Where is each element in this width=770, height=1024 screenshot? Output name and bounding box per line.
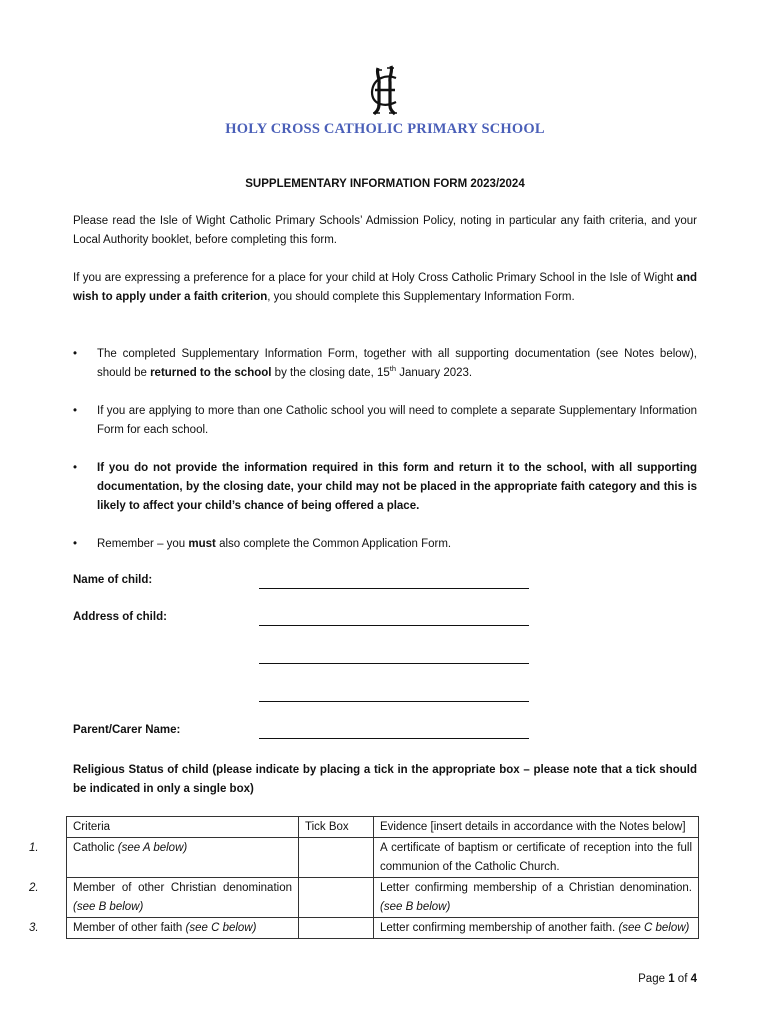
bullet-1-sup: th bbox=[389, 364, 397, 374]
criteria-text: Member of other faith bbox=[73, 922, 186, 934]
header-tick-box: Tick Box bbox=[299, 817, 374, 838]
evidence-cell bbox=[374, 878, 699, 918]
bullet-1-text-d: January 2023. bbox=[396, 367, 473, 379]
bullet-item-3 bbox=[73, 459, 697, 516]
criteria-note: (see B below) bbox=[73, 901, 144, 913]
bullet-dot: • bbox=[73, 538, 78, 550]
name-of-child-label: Name of child: bbox=[73, 574, 153, 586]
intro-paragraph-1: Please read the Isle of Wight Catholic Primary Schools’ Admission Policy, noting in particular any faith criteria, and your Local Authority booklet, before completing this form. bbox=[73, 215, 697, 246]
page-current: 1 bbox=[668, 973, 675, 985]
header-criteria: Criteria bbox=[67, 817, 299, 838]
form-title: SUPPLEMENTARY INFORMATION FORM 2023/2024 bbox=[245, 178, 525, 190]
evidence-cell bbox=[374, 838, 699, 878]
tick-box[interactable] bbox=[299, 918, 374, 939]
hc-monogram-icon bbox=[366, 64, 404, 116]
table-header-row bbox=[67, 817, 699, 838]
table-row bbox=[67, 878, 699, 918]
evidence-text: A certificate of baptism or certificate of reception into the full communion of the Catholic Church. bbox=[380, 842, 692, 873]
table-row bbox=[67, 838, 699, 878]
bullet-dot: • bbox=[73, 348, 78, 360]
tick-box[interactable] bbox=[299, 838, 374, 878]
school-name: HOLY CROSS CATHOLIC PRIMARY SCHOOL bbox=[225, 121, 545, 137]
criteria-cell bbox=[29, 838, 299, 878]
page-number bbox=[638, 973, 697, 985]
evidence-note: (see C below) bbox=[618, 922, 690, 934]
evidence-text: Letter confirming membership of a Christian denomination. bbox=[380, 882, 692, 894]
row-number: 1. bbox=[29, 842, 39, 854]
tick-box[interactable] bbox=[299, 878, 374, 918]
header-evidence: Evidence [insert details in accordance with the Notes below] bbox=[374, 817, 699, 838]
row-number: 3. bbox=[29, 922, 39, 934]
bullet-item-2 bbox=[73, 402, 697, 440]
bullet-1-bold: returned to the school bbox=[150, 367, 272, 379]
bullet-2-text: If you are applying to more than one Catholic school you will need to complete a separate Supplementary Information Form for each school. bbox=[97, 405, 697, 436]
bullet-1-text-c: by the closing date, 15 bbox=[271, 367, 390, 379]
evidence-text: Letter confirming membership of another faith. bbox=[380, 922, 619, 934]
address-line-3-field[interactable] bbox=[259, 688, 529, 702]
bullet-4-bold: must bbox=[188, 538, 216, 550]
criteria-cell bbox=[29, 878, 299, 918]
bullet-dot: • bbox=[73, 405, 78, 417]
bullet-4-text-a: Remember – you bbox=[97, 538, 189, 550]
intro-p2-text-c: , you should complete this Supplementary Information Form. bbox=[267, 291, 575, 303]
bullet-1-text-a: The completed Supplementary Information Form, together with all supporting documentation (see Notes below), should be bbox=[97, 348, 697, 379]
address-line-1-field[interactable] bbox=[259, 612, 529, 626]
criteria-note: (see A below) bbox=[117, 842, 188, 854]
bullet-4-text-c: also complete the Common Application Form. bbox=[215, 538, 452, 550]
criteria-note: (see C below) bbox=[185, 922, 257, 934]
bullet-item-4 bbox=[73, 535, 697, 554]
intro-p2-text-a: If you are expressing a preference for a place for your child at Holy Cross Catholic Primary School in the Isle of Wight bbox=[73, 272, 677, 284]
address-line-2-field[interactable] bbox=[259, 650, 529, 664]
page-prefix: Page bbox=[638, 973, 669, 985]
criteria-text: Catholic bbox=[73, 842, 118, 854]
table-row bbox=[67, 918, 699, 939]
page-total: 4 bbox=[690, 973, 697, 985]
criteria-cell bbox=[29, 918, 299, 939]
evidence-note: (see B below) bbox=[380, 901, 451, 913]
criteria-table bbox=[29, 816, 699, 939]
bullet-item-1 bbox=[73, 345, 697, 383]
bullet-3-text: If you do not provide the information required in this form and return it to the school, with all supporting documentation, by the closing date, your child may not be placed in the appropriate faith category and this is likely to affect your child’s chance of being offered a place. bbox=[97, 462, 697, 512]
parent-carer-label: Parent/Carer Name: bbox=[73, 724, 181, 736]
evidence-cell bbox=[374, 918, 699, 939]
religious-status-instruction: Religious Status of child (please indicate by placing a tick in the appropriate box – please note that a tick should be indicated in only a single box) bbox=[73, 764, 697, 795]
name-of-child-field[interactable] bbox=[259, 575, 529, 589]
parent-carer-field[interactable] bbox=[259, 725, 529, 739]
intro-p2-bold: and wish to apply under a faith criterion bbox=[73, 272, 697, 303]
criteria-text: Member of other Christian denomination bbox=[73, 882, 292, 894]
intro-paragraph-2 bbox=[73, 269, 697, 307]
address-of-child-label: Address of child: bbox=[73, 611, 167, 623]
row-number: 2. bbox=[29, 882, 39, 894]
bullet-dot: • bbox=[73, 462, 78, 474]
page-of: of bbox=[674, 973, 691, 985]
